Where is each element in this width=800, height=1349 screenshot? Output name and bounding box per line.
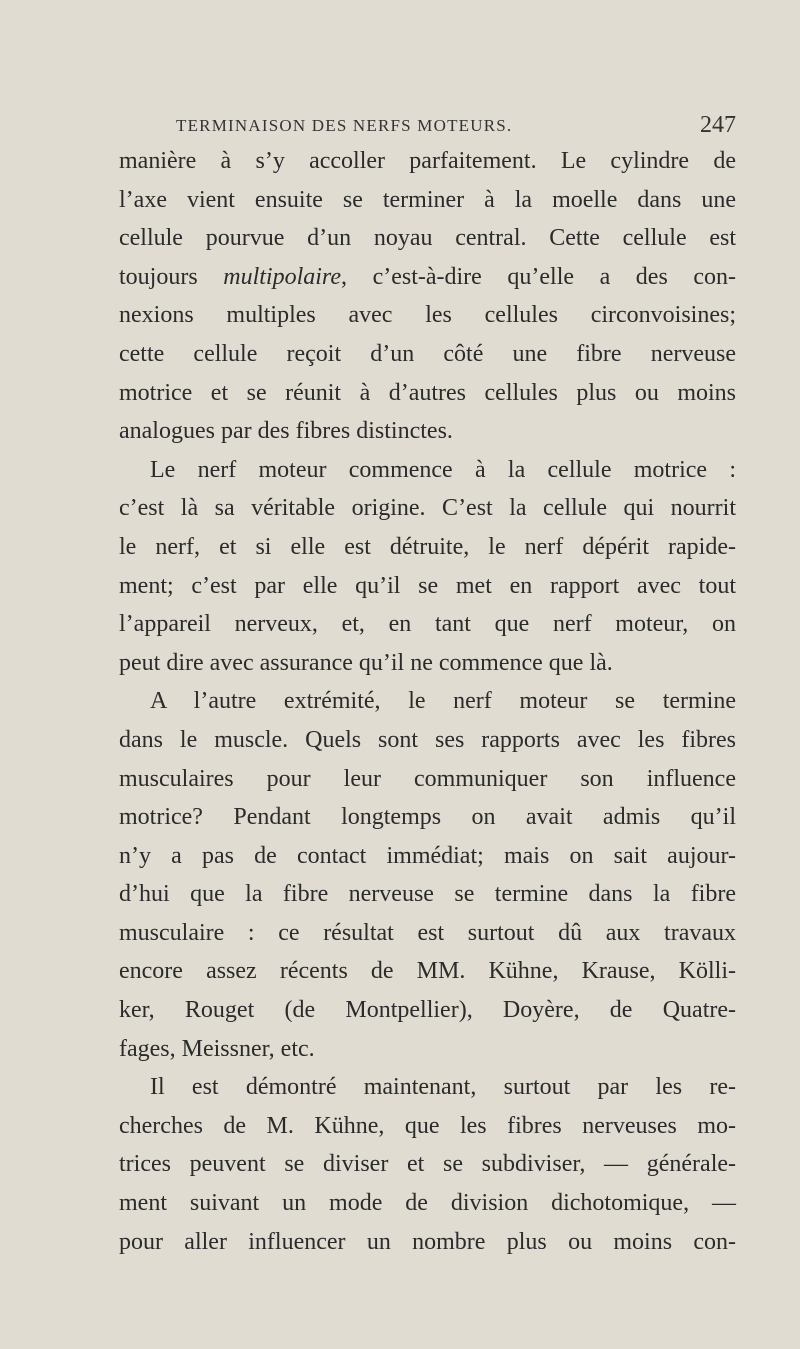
text-line: ment suivant un mode de division dichotomique, — [119,1190,736,1217]
paragraph-start-line: A l’autre extrémité, le nerf moteur se termine [150,688,736,715]
text-line: c’est là sa véritable origine. C’est la cellule qui nourrit [119,495,736,522]
running-title: TERMINAISON DES NERFS MOTEURS. [176,116,513,135]
text-line: dans le muscle. Quels sont ses rapports avec les fibres [119,726,736,753]
text-line: n’y a pas de contact immédiat; mais on sait aujour- [119,842,736,869]
text-line: pour aller influencer un nombre plus ou moins con- [119,1228,736,1255]
text-line: manière à s’y accoller parfaitement. Le cylindre de [119,148,736,174]
text-line: cette cellule reçoit d’un côté une fibre nerveuse [119,340,736,367]
body-text [119,142,736,1261]
text-line: analogues par des fibres distinctes. [119,418,453,445]
text-line: cherches de M. Kühne, que les fibres nerveuses mo- [119,1112,736,1139]
text-line: musculaire : ce résultat est surtout dû aux travaux [119,919,736,946]
text-line: le nerf, et si elle est détruite, le nerf dépérit rapide- [119,533,736,560]
text-line: d’hui que la fibre nerveuse se termine dans la fibre [119,881,736,908]
text-line: l’appareil nerveux, et, en tant que nerf moteur, on [119,611,736,638]
text-line: fages, Meissner, etc. [119,1035,315,1062]
text-line: trices peuvent se diviser et se subdiviser, — générale- [119,1151,736,1178]
text-line: motrice et se réunit à d’autres cellules plus ou moins [119,379,736,406]
page-number: 247 [700,112,736,138]
page-header [176,112,736,142]
paragraph-start-line: Le nerf moteur commence à la cellule motrice : [150,456,736,483]
text-line: ment; c’est par elle qu’il se met en rapport avec tout [119,572,736,599]
text-line: cellule pourvue d’un noyau central. Cette cellule est [119,225,736,252]
text-line: motrice? Pendant longtemps on avait admis qu’il [119,804,736,831]
text-line: ker, Rouget (de Montpellier), Doyère, de Quatre- [119,997,736,1024]
text-line: nexions multiples avec les cellules circonvoisines; [119,302,736,329]
text-line: musculaires pour leur communiquer son influence [119,765,736,792]
text-line: l’axe vient ensuite se terminer à la moelle dans une [119,186,736,213]
text-segment: toujours [119,263,198,290]
text-segment: , c’est-à-dire qu’elle a des con- [341,263,736,290]
text-line: peut dire avec assurance qu’il ne commence que là. [119,649,613,676]
paragraph-start-line: Il est démontré maintenant, surtout par les re- [150,1074,736,1101]
text-line: encore assez récents de MM. Kühne, Krause, Kölli- [119,958,736,985]
italic-term: multipolaire [223,263,342,290]
text-line [119,258,736,297]
